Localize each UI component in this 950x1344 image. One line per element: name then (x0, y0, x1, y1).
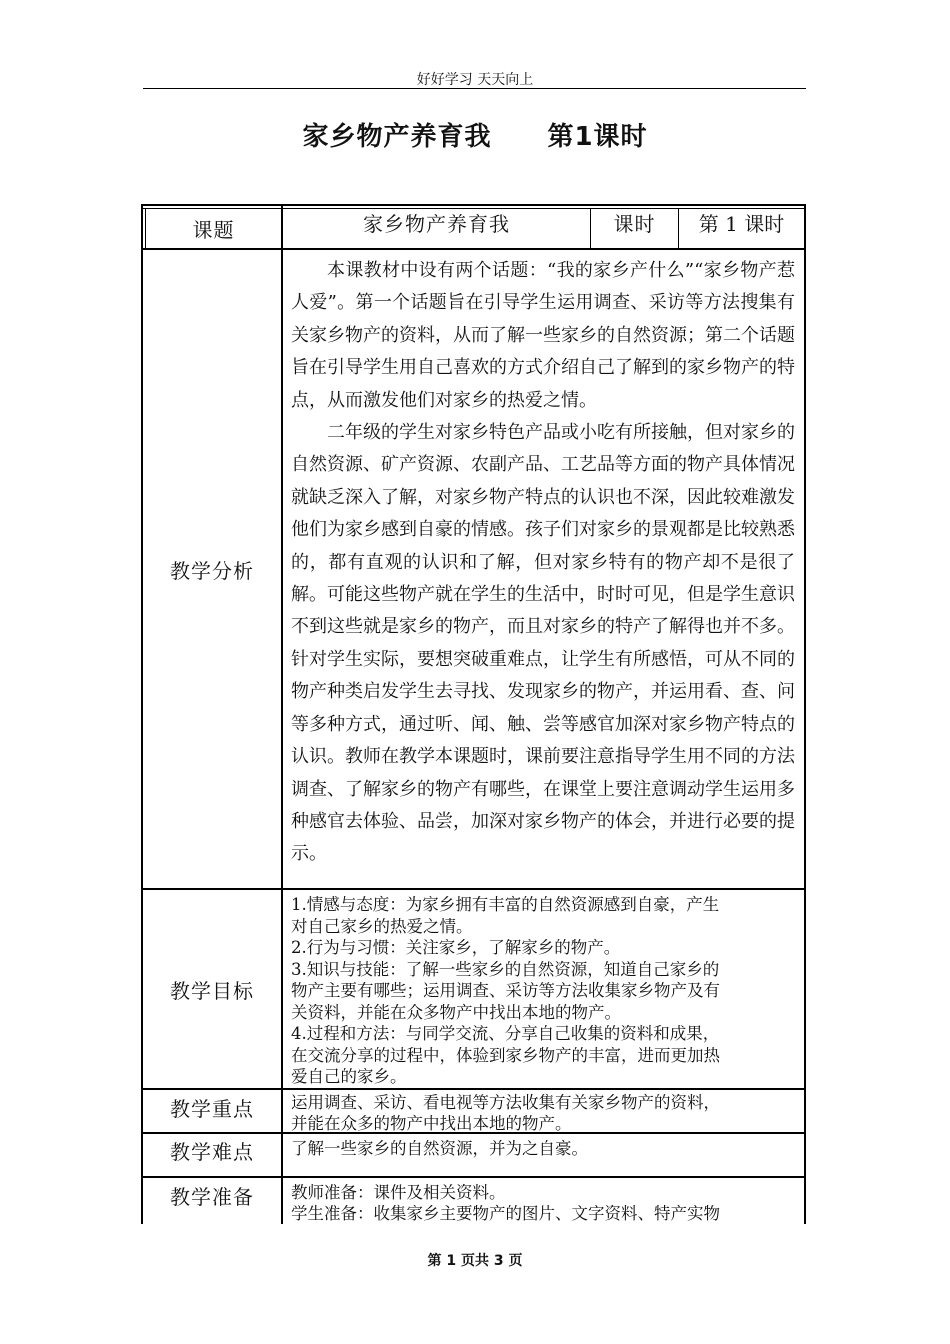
preparation-line: 学生准备：收集家乡主要物产的图片、文字资料、特产实物 (291, 1204, 720, 1223)
analysis-paragraph: 二年级的学生对家乡特色产品或小吃有所接触，但对家乡的自然资源、矿产资源、农副产品、工艺品等方面的物产具体情况就缺乏深入了解，对家乡物产特点的认识也不深，因此较难激发他们为家乡感到自豪的情感。孩子们对家乡的景观都是比较熟悉的，都有直观的认识和了解，但对家乡特有的物产却不是很了解。可能这些物产就在学生的生活中，时时可见，但是学生意识不到这些就是家乡的物产，而且对家乡的特产了解得也并不多。针对学生实际，要想突破重难点，让学生有所感悟，可从不同的物产种类启发学生去寻找、发现家乡的物产，并运用看、查、问等多种方式，通过听、闻、触、尝等感官加深对家乡物产特点的认识。教师在教学本课题时，课前要注意指导学生用不同的方法调查、了解家乡的物产有哪些，在课堂上要注意调动学生运用多种感官去体验、品尝，加深对家乡物产的体会，并进行必要的提示。 (291, 422, 795, 865)
row-divider-5 (141, 1176, 805, 1178)
goals-line: 在交流分享的过程中，体验到家乡物产的丰富，进而更加热 (291, 1045, 720, 1065)
goals-line: 2.行为与习惯：关注家乡，了解家乡的物产。 (291, 938, 621, 957)
key-points-line: 运用调查、采访、看电视等方法收集有关家乡物产的资料， (291, 1093, 720, 1112)
period-label: 课时 (613, 212, 656, 236)
preparation-label: 教学准备 (170, 1185, 254, 1209)
preparation-content (291, 1182, 801, 1224)
goals-line: 4.过程和方法：与同学交流、分享自己收集的资料和成果， (291, 1024, 720, 1043)
difficulties-content (291, 1138, 801, 1159)
key-points-line: 并能在众多的物产中找出本地的物产。 (291, 1114, 572, 1133)
row-divider-3 (141, 1088, 805, 1090)
period-value: 第 1 课时 (698, 212, 785, 236)
header-motto: 好好学习 天天向上 (416, 72, 534, 88)
analysis-content (291, 255, 795, 871)
goals-line: 3.知识与技能：了解一些家乡的自然资源，知道自己家乡的 (291, 959, 720, 979)
difficulties-label: 教学难点 (170, 1140, 254, 1164)
difficulties-line: 了解一些家乡的自然资源，并为之自豪。 (291, 1139, 588, 1158)
title-lesson: 第1课时 (547, 122, 648, 152)
page-number: 第 1 页共 3 页 (427, 1253, 523, 1269)
preparation-line: 教师准备：课件及相关资料。 (291, 1183, 506, 1202)
key-points-content (291, 1092, 801, 1134)
goals-line: 1.情感与态度：为家乡拥有丰富的自然资源感到自豪，产生 (291, 895, 720, 914)
key-points-label: 教学重点 (170, 1097, 254, 1121)
column-divider (281, 204, 283, 1224)
title-main: 家乡物产养育我 (302, 122, 492, 152)
topic-value: 家乡物产养育我 (363, 212, 510, 236)
goals-line: 爱自己的家乡。 (291, 1067, 407, 1086)
table-border-top (141, 204, 805, 206)
topic-label: 课题 (192, 218, 235, 242)
goals-label: 教学目标 (170, 978, 254, 1003)
goals-line: 物产主要有哪些；运用调查、采访等方法收集家乡物产及有 (291, 981, 720, 1000)
goals-content (291, 894, 801, 1088)
goals-line: 关资料，并能在众多物产中找出本地的物产。 (291, 1002, 621, 1022)
analysis-label: 教学分析 (170, 558, 254, 583)
analysis-paragraph: 本课教材中设有两个话题：“我的家乡产什么”“家乡物产惹人爱”。第一个话题旨在引导学生运用调查、采访等方法搜集有关家乡物产的资料，从而了解一些家乡的自然资源；第二个话题旨在引导学生用自己喜欢的方式介绍自己了解到的家乡物产的特点，从而激发他们对家乡的热爱之情。 (291, 260, 795, 411)
table-border-right (804, 204, 806, 1224)
goals-line: 对自己家乡的热爱之情。 (291, 916, 473, 936)
